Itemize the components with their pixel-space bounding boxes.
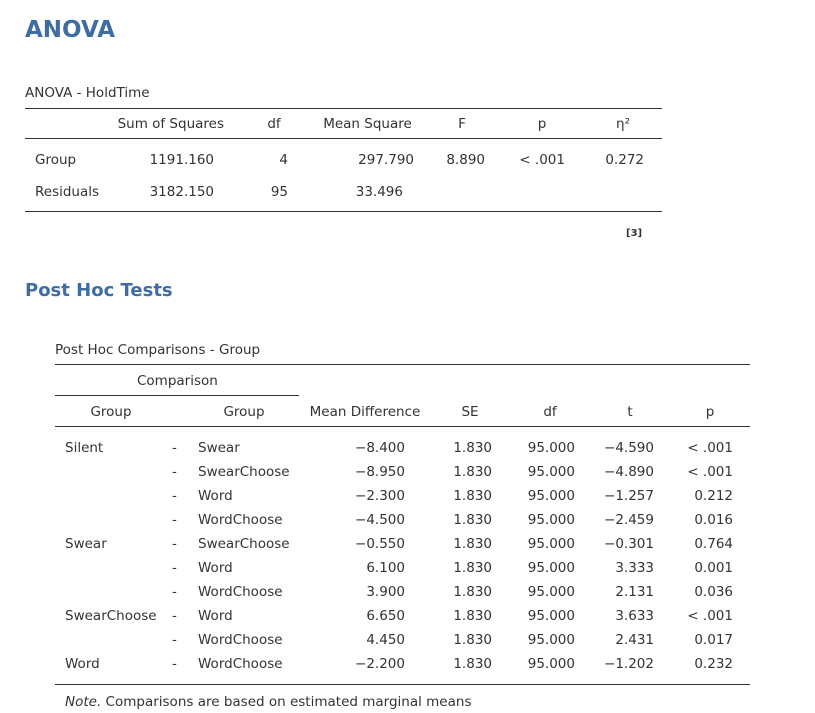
- col-header-group-2: Group: [223, 404, 265, 420]
- post-hoc-heading: Post Hoc Tests: [25, 280, 173, 301]
- cell-se: 1.830: [453, 584, 492, 600]
- post-hoc-table-caption: Post Hoc Comparisons - Group: [55, 342, 261, 358]
- cell-df: 95.000: [527, 440, 575, 456]
- cell-t: −2.459: [604, 512, 654, 528]
- cell-separator: -: [172, 656, 177, 672]
- cell-mean-difference: 3.900: [366, 584, 405, 600]
- col-header-p: p: [537, 116, 547, 132]
- cell-mean-difference: −2.300: [355, 488, 405, 504]
- anova-table-caption: ANOVA - HoldTime: [25, 85, 150, 101]
- cell-se: 1.830: [453, 464, 492, 480]
- cell-group-2: WordChoose: [198, 512, 283, 528]
- cell-df: 95.000: [527, 632, 575, 648]
- cell-group-2: Word: [198, 560, 233, 576]
- anova-table-header-rule: [25, 138, 662, 139]
- cell-se: 1.830: [453, 536, 492, 552]
- cell-mean-difference: −2.200: [355, 656, 405, 672]
- cell-group-1: Silent: [65, 440, 104, 456]
- cell-se: 1.830: [453, 560, 492, 576]
- cell-separator: -: [172, 632, 177, 648]
- table-note: [65, 694, 471, 710]
- cell-p: < .001: [687, 440, 733, 456]
- cell-se: 1.830: [453, 656, 492, 672]
- cell-t: −0.301: [604, 536, 654, 552]
- row-label: Group: [35, 152, 77, 168]
- cell-t: −1.257: [604, 488, 654, 504]
- cell-p: < .001: [519, 152, 565, 168]
- cell-p: < .001: [687, 608, 733, 624]
- anova-table-bottom-rule: [25, 211, 662, 212]
- cell-mean-square: 33.496: [355, 184, 403, 200]
- anova-heading: ANOVA: [25, 17, 116, 43]
- cell-p: < .001: [687, 464, 733, 480]
- cell-df: 95.000: [527, 560, 575, 576]
- col-header-p: p: [705, 404, 715, 420]
- col-header-mean-difference: Mean Difference: [309, 404, 421, 420]
- cell-group-2: SwearChoose: [198, 536, 290, 552]
- cell-se: 1.830: [453, 608, 492, 624]
- cell-group-2: WordChoose: [198, 656, 283, 672]
- cell-group-2: WordChoose: [198, 584, 283, 600]
- cell-group-1: Swear: [65, 536, 107, 552]
- row-label: Residuals: [35, 184, 100, 200]
- post-hoc-table-bottom-rule: [55, 684, 750, 685]
- cell-p: 0.016: [694, 512, 733, 528]
- cell-t: 3.633: [615, 608, 654, 624]
- cell-df: 95.000: [527, 536, 575, 552]
- cell-separator: -: [172, 560, 177, 576]
- cell-df: 95.000: [527, 584, 575, 600]
- cell-df: 95.000: [527, 512, 575, 528]
- cell-p: 0.232: [694, 656, 733, 672]
- cell-sum-of-squares: 3182.150: [149, 184, 214, 200]
- cell-separator: -: [172, 464, 177, 480]
- cell-t: 2.431: [615, 632, 654, 648]
- col-header-sum-of-squares: Sum of Squares: [117, 116, 224, 132]
- cell-p: 0.212: [694, 488, 733, 504]
- cell-t: −4.590: [604, 440, 654, 456]
- cell-separator: -: [172, 536, 177, 552]
- cell-t: −1.202: [604, 656, 654, 672]
- note-label: Note.: [65, 694, 102, 710]
- anova-table-top-rule: [25, 108, 662, 109]
- comparison-group-rule: [55, 395, 299, 396]
- cell-group-1: Word: [65, 656, 100, 672]
- cell-mean-square: 297.790: [358, 152, 414, 168]
- col-header-df: df: [543, 404, 557, 420]
- col-header-group-1: Group: [90, 404, 132, 420]
- cell-separator: -: [172, 440, 177, 456]
- cell-separator: -: [172, 512, 177, 528]
- col-header-t: t: [627, 404, 633, 420]
- cell-t: 2.131: [615, 584, 654, 600]
- cell-t: 3.333: [615, 560, 654, 576]
- cell-sum-of-squares: 1191.160: [149, 152, 214, 168]
- cell-separator: -: [172, 608, 177, 624]
- cell-df: 95: [270, 184, 288, 200]
- cell-t: −4.890: [604, 464, 654, 480]
- col-header-se: SE: [461, 404, 479, 420]
- cell-group-2: SwearChoose: [198, 464, 290, 480]
- cell-mean-difference: −0.550: [355, 536, 405, 552]
- cell-se: 1.830: [453, 488, 492, 504]
- cell-group-2: Swear: [198, 440, 240, 456]
- cell-p: 0.764: [694, 536, 733, 552]
- cell-group-2: Word: [198, 488, 233, 504]
- cell-mean-difference: 6.650: [366, 608, 405, 624]
- col-header-eta-squared: η²: [616, 116, 630, 132]
- cell-mean-difference: 6.100: [366, 560, 405, 576]
- cell-f: 8.890: [446, 152, 485, 168]
- post-hoc-table-header-rule: [55, 426, 750, 427]
- cell-eta-squared: 0.272: [605, 152, 644, 168]
- cell-mean-difference: −4.500: [355, 512, 405, 528]
- cell-mean-difference: 4.450: [366, 632, 405, 648]
- cell-df: 95.000: [527, 656, 575, 672]
- col-header-df: df: [267, 116, 281, 132]
- anova-footnote-marker: [3]: [626, 228, 643, 239]
- cell-p: 0.017: [694, 632, 733, 648]
- cell-df: 95.000: [527, 464, 575, 480]
- post-hoc-table-top-rule: [55, 364, 750, 365]
- cell-group-2: Word: [198, 608, 233, 624]
- cell-df: 95.000: [527, 608, 575, 624]
- cell-mean-difference: −8.950: [355, 464, 405, 480]
- cell-se: 1.830: [453, 512, 492, 528]
- col-header-f: F: [458, 116, 466, 132]
- cell-group-1: SwearChoose: [65, 608, 157, 624]
- col-header-mean-square: Mean Square: [323, 116, 412, 132]
- cell-separator: -: [172, 584, 177, 600]
- cell-group-2: WordChoose: [198, 632, 283, 648]
- cell-separator: -: [172, 488, 177, 504]
- cell-se: 1.830: [453, 632, 492, 648]
- cell-p: 0.001: [694, 560, 733, 576]
- cell-mean-difference: −8.400: [355, 440, 405, 456]
- note-text: Comparisons are based on estimated marginal means: [101, 694, 472, 710]
- cell-df: 95.000: [527, 488, 575, 504]
- cell-df: 4: [279, 152, 288, 168]
- cell-p: 0.036: [694, 584, 733, 600]
- cell-se: 1.830: [453, 440, 492, 456]
- comparison-group-header: Comparison: [137, 373, 218, 389]
